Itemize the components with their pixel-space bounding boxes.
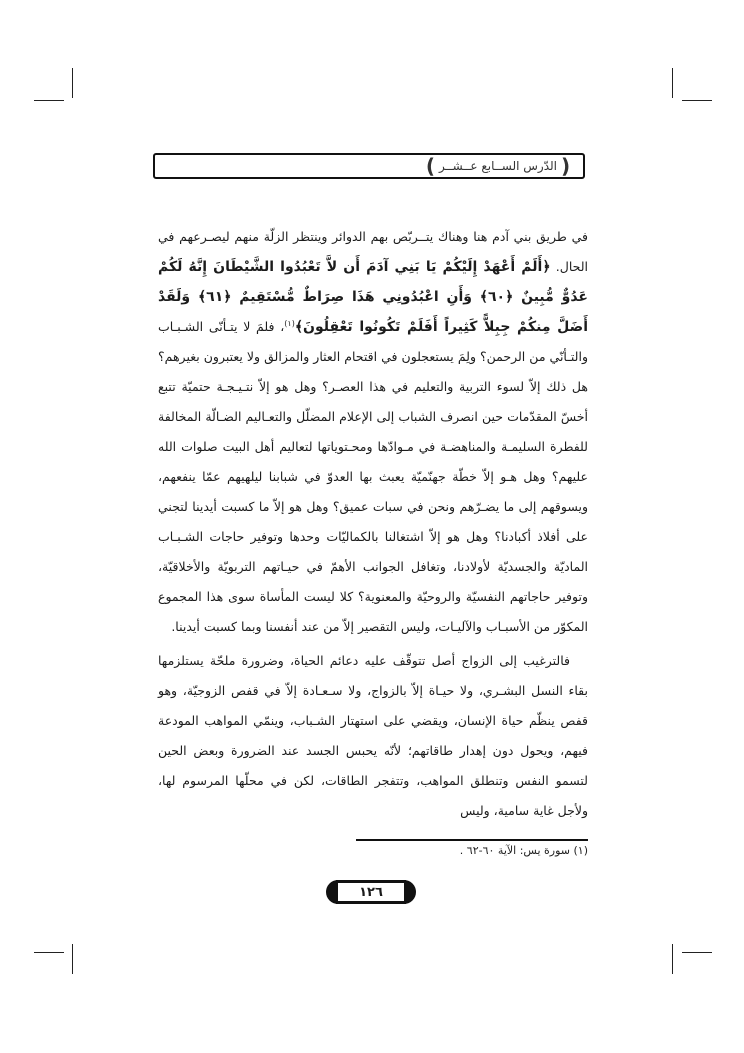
bracket-right-icon: ) <box>425 154 435 178</box>
crop-mark <box>34 100 64 101</box>
crop-mark <box>72 68 73 98</box>
crop-mark <box>672 944 673 974</box>
header-title: الدّرس الســابع عــشــر <box>438 159 558 173</box>
body-text <box>158 222 588 826</box>
quran-verse: ﴿أَلَمْ أَعْهَدْ إِلَيْكُمْ يَا بَنِي آدَمَ أَن لاَّ تَعْبُدُوا الشَّيْطَانَ إِنَّهُ لَكُمْ عَدُوٌّ مُّبِينٌ ﴿٦٠﴾ وَأَنِ اعْبُدُونِي هَذَا صِرَاطٌ مُّسْتَقِيمٌ ﴿٦١﴾ وَلَقَدْ أَضَلَّ مِنكُمْ جِبِلاًّ كَثِيراً أَفَلَمْ تَكُونُوا تَعْقِلُونَ﴾ <box>158 259 589 335</box>
crop-mark <box>72 944 73 974</box>
paragraph-1-intro: في طريق بني آدم هنا وهناك يتــربّص بهم الدوائر وينتظر الزلّة منهم ليصـرعهم في الحال. <box>158 229 588 274</box>
crop-mark <box>682 100 712 101</box>
page-header <box>153 153 585 179</box>
footnote-ref: (١) <box>284 318 295 328</box>
header-title-tab <box>417 153 579 179</box>
footnote-rule <box>356 839 588 841</box>
paragraph-1-body: ، فلمَ لا يتـأنّى الشـبـاب والتـأنّي من الرحمن؟ ولِمَ يستعجلون في اقتحام العثار والمزالق ولا يعتبرون بغيرهم؟ هل ذلك إلاّ لسوء التربية والتعليم في هذا العصـر؟ وهل هو إلاّ نتـيـجـة حتميّة تتبع أخسّ المقدّمات حين انصرف الشباب إلى الإعلام المضلّل والتعـاليم الضـالّة المخالفة للفطرة السليمـة والمناهضـة في مـوادّها ومحـتوياتها لتعاليم أهل البيت صلوات الله عليهم؟ وهل هـو إلاّ خطّة جهنّميّة يعبث بها العدوّ في شبابنا ليلهيهم عمّا ينفعهم، ويسوقهم إلى ما يضـرّهم ونحن في سبات عميق؟ وهل هو إلاّ ما كسبت أيدينا لتجني على أفلاذ أكبادنا؟ وهل هو إلاّ اشتغالنا بالكماليّات وحدها وتوفير حاجات الشـبـاب الماديّة والجسديّة لأولادنا، وتغافل الجوانب الأهمّ في حيـاتهم التربويّة والأخلاقيّة، وتوفير حاجاتهم النفسيّة والروحيّة والمعنوية؟ كلا ليست المأساة سوى هذا المجموع المكوّر من الأسبـاب والآليـات، وليس التقصير إلاّ من عند أنفسنا وبما كسبت أيدينا. <box>158 319 588 634</box>
bracket-left-icon: ( <box>561 154 571 178</box>
crop-mark <box>34 952 64 953</box>
paragraph-2: فالترغيب إلى الزواج أصل تتوقّف عليه دعائم الحياة، وضرورة ملحّة يستلزمها بقاء النسل البشـري، ولا حيـاة إلاّ بالزواج، ولا سـعـادة إلاّ في قفص الزوجيّة، وهو قفص ينظّم حياة الإنسان، ويقضي على استهتار الشـباب، وينمّي المواهب المودعة فيهم، ويحول دون إهدار طاقاتهم؛ لأنّه يحبس الجسد عند الضرورة وبعض الحين لتسمو النفس وتنطلق المواهب، وتتفجر الطاقات، لكن في محلّها المرسوم لها، ولأجل غاية سامية، وليس <box>158 653 588 818</box>
footnote: (١) سورة يس: الآية ٦٠-٦٢ . <box>459 844 588 857</box>
crop-mark <box>672 68 673 98</box>
page-number <box>336 880 406 904</box>
crop-mark <box>682 952 712 953</box>
paragraph-1 <box>158 222 588 642</box>
page-number-text: ١٢٦ <box>359 884 383 900</box>
